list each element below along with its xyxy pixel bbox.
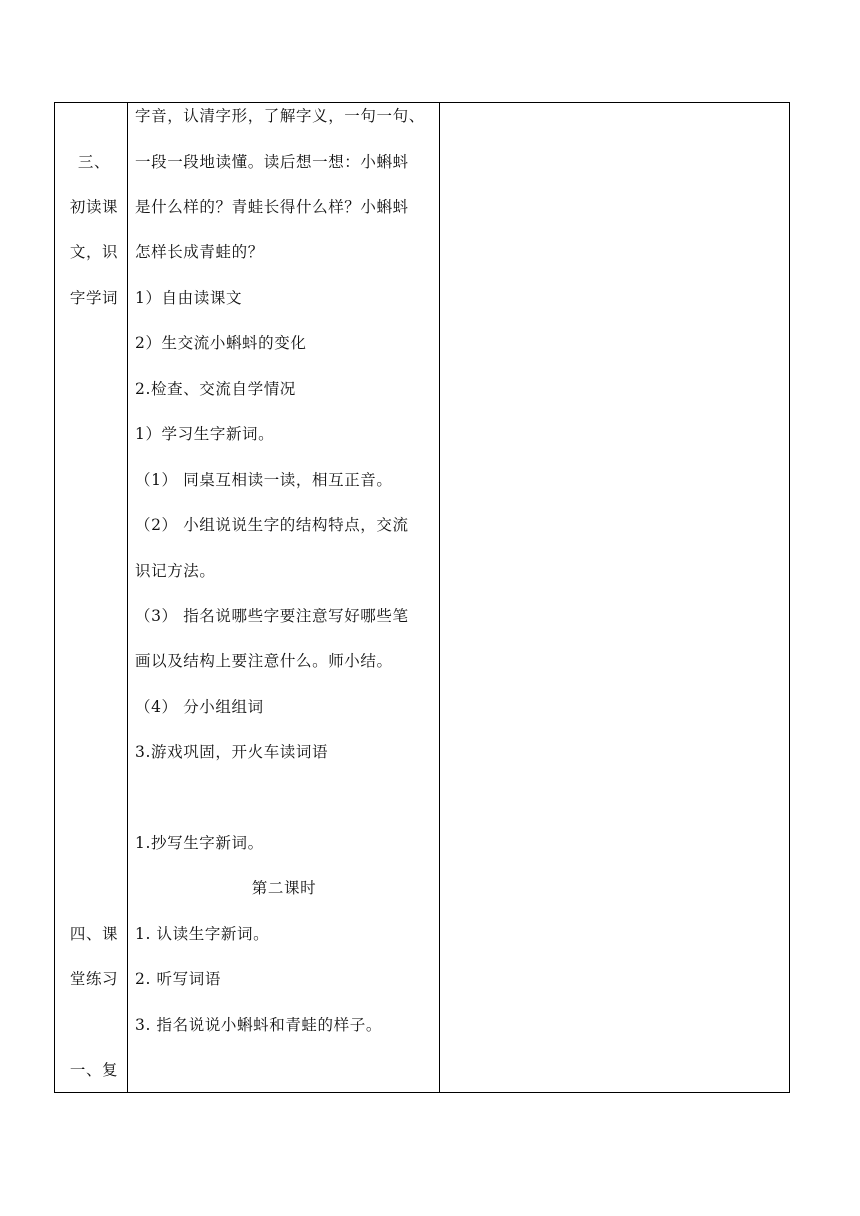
table-border-left <box>54 102 55 1093</box>
lesson-heading: 第二课时 <box>251 879 317 897</box>
content-line: 1）学习生字新词。 <box>135 425 275 443</box>
content-line: 2）生交流小蝌蚪的变化 <box>135 334 307 352</box>
content-line: 识记方法。 <box>135 562 216 580</box>
content-line: 字音，认清字形，了解字义，一句一句、 <box>135 107 425 125</box>
content-line: 1）自由读课文 <box>135 289 243 307</box>
notes-cell <box>440 103 789 1092</box>
content-line: （3） 指名说哪些字要注意写好哪些笔 <box>135 607 409 625</box>
section-label: 初读课 <box>69 198 119 216</box>
content-line: 一段一段地读懂。读后想一想：小蝌蚪 <box>135 153 409 171</box>
content-line: 是什么样的？青蛙长得什么样？小蝌蚪 <box>135 198 409 216</box>
content-line: （4） 分小组组词 <box>135 698 264 716</box>
section-label: 三、 <box>77 153 111 171</box>
section-label: 文，识 <box>69 243 119 261</box>
section-label: 字学词 <box>69 289 119 307</box>
content-line: 3.游戏巩固，开火车读词语 <box>135 743 329 761</box>
table-border-right <box>789 102 790 1093</box>
content-line: （2） 小组说说生字的结构特点，交流 <box>135 516 409 534</box>
content-line: 怎样长成青蛙的？ <box>135 243 264 261</box>
content-line: （1） 同桌互相读一读，相互正音。 <box>135 471 393 489</box>
content-line: 1. 认读生字新词。 <box>135 925 270 943</box>
table-border-bottom <box>54 1092 790 1093</box>
content-line: 2. 听写词语 <box>135 970 221 988</box>
content-line: 画以及结构上要注意什么。师小结。 <box>135 652 393 670</box>
section-label: 四、课 <box>69 925 119 943</box>
content-line: 3. 指名说说小蝌蚪和青蛙的样子。 <box>135 1016 382 1034</box>
section-label: 堂练习 <box>69 970 119 988</box>
content-line: 2.检查、交流自学情况 <box>135 380 296 398</box>
section-label: 一、复 <box>69 1061 119 1079</box>
content-line: 1.抄写生字新词。 <box>135 834 264 852</box>
